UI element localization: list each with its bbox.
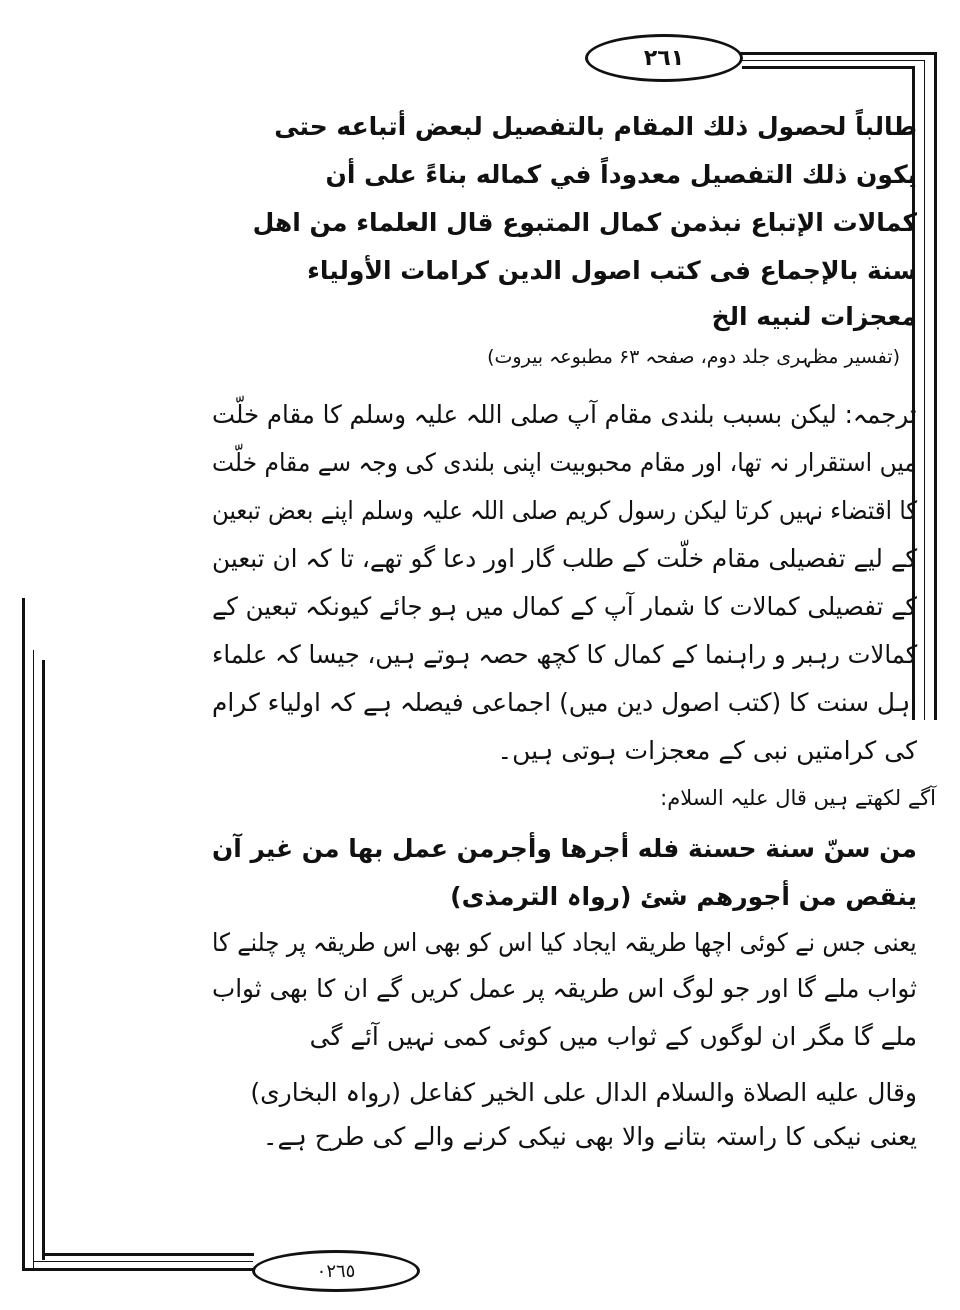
arabic-quote: [212, 112, 917, 342]
section-subheading: [560, 786, 936, 820]
hadith-1: [212, 834, 917, 930]
translation-line: کے تفصیلی کمالات کا شمار آپ کے کمال میں ہو جائے کیونکہ تبعین کے: [211, 592, 917, 621]
hadith-2: [200, 1078, 917, 1114]
translation-line: ثواب ملے گا اور جو لوگ اس طریقہ پر عمل کریں گے ان کا بھی ثواب: [212, 974, 917, 1003]
urdu-translation-3: [200, 1122, 917, 1158]
frame-left-line-inner: [42, 660, 45, 1260]
translation-line: یعنی جس نے کوئی اچھا طریقہ ایجاد کیا اس کو بھی اس طریقہ پر چلنے کا: [212, 928, 917, 957]
translation-line: کے لیے تفصیلی مقام خلّت کے طلب گار اور دعا گو تھے، تا کہ ان تبعین: [211, 544, 917, 573]
translation-line: ترجمہ: لیکن بسبب بلندی مقام آپ صلی اللہ علیہ وسلم کا مقام خلّت: [212, 400, 917, 429]
frame-left-line-mid: [33, 650, 34, 1268]
arabic-quote-line: طالباً لحصول ذلك المقام بالتفصيل لبعض أتباعه حتى: [274, 112, 917, 141]
hadith-2-text: وقال عليه الصلاة والسلام الدال على الخير كفاعل (رواہ البخاری): [250, 1078, 917, 1107]
translation-3-text: یعنی نیکی کا راستہ بتانے والا بھی نیکی کرنے والے کی طرح ہے۔: [262, 1122, 917, 1151]
translation-line: میں استقرار نہ تھا، اور مقام محبوبیت اپنی بلندی کی وجہ سے مقام خلّت: [212, 448, 917, 477]
frame-left-line-outer: [22, 598, 25, 1270]
arabic-quote-line: معجزات لنبيه الخ: [711, 302, 917, 331]
reference-citation: [360, 346, 900, 376]
frame-top-line-inner-2: [742, 66, 914, 69]
translation-line: کی کرامتیں نبی کے معجزات ہوتی ہیں۔: [497, 736, 917, 765]
urdu-translation-1: [212, 400, 917, 780]
translation-line: اہل سنت کا (کتب اصول دین میں) اجماعی فیصلہ ہے کہ اولیاء کرام: [211, 688, 917, 717]
translation-line: کا اقتضاء نہیں کرتا لیکن رسول کریم صلی اللہ علیہ وسلم اپنے بعض تبعین: [211, 496, 917, 525]
footer-label: ٠٢٦٥: [316, 1260, 356, 1282]
frame-bottom-line-mid: [33, 1261, 253, 1262]
footer-badge: [252, 1250, 420, 1292]
translation-line: کمالات رہبر و راہنما کے کمال کا کچھ حصہ ہوتے ہیں، جیسا کہ علماء: [211, 640, 917, 669]
hadith-line: من سنّ سنة حسنة فله أجرها وأجرمن عمل بها من غير آن: [212, 834, 917, 863]
frame-bottom-line-inner: [42, 1253, 254, 1256]
page-number-badge: [585, 34, 743, 82]
frame-top-line-inner-1: [742, 60, 924, 61]
frame-right-line-mid: [924, 60, 925, 720]
arabic-quote-line: يكون ذلك التفصيل معدوداً في كماله بناءً على أن: [325, 160, 917, 189]
reference-citation-text: (تفسیر مظہری جلد دوم، صفحہ ۶۳ مطبوعہ بیروت): [487, 346, 900, 368]
section-subheading-text: آگے لکھتے ہیں قال علیہ السلام:: [660, 786, 936, 810]
page-number: ٢٦١: [643, 45, 685, 71]
arabic-quote-line: كمالات الإتباع نبذمن كمال المتبوع قال العلماء من اهل: [252, 208, 917, 237]
translation-line: ملے گا مگر ان لوگوں کے ثواب میں کوئی کمی نہیں آئے گی: [309, 1022, 917, 1051]
frame-bottom-line-outer: [22, 1268, 254, 1271]
arabic-quote-line: سنة بالإجماع فى كتب اصول الدين كرامات الأولياء: [307, 256, 917, 285]
hadith-line: ينقص من أجورهم شئ (رواہ الترمذی): [450, 882, 917, 911]
frame-right-line-outer: [934, 52, 937, 720]
frame-top-line-outer: [740, 52, 936, 55]
urdu-translation-2: [212, 928, 917, 1078]
